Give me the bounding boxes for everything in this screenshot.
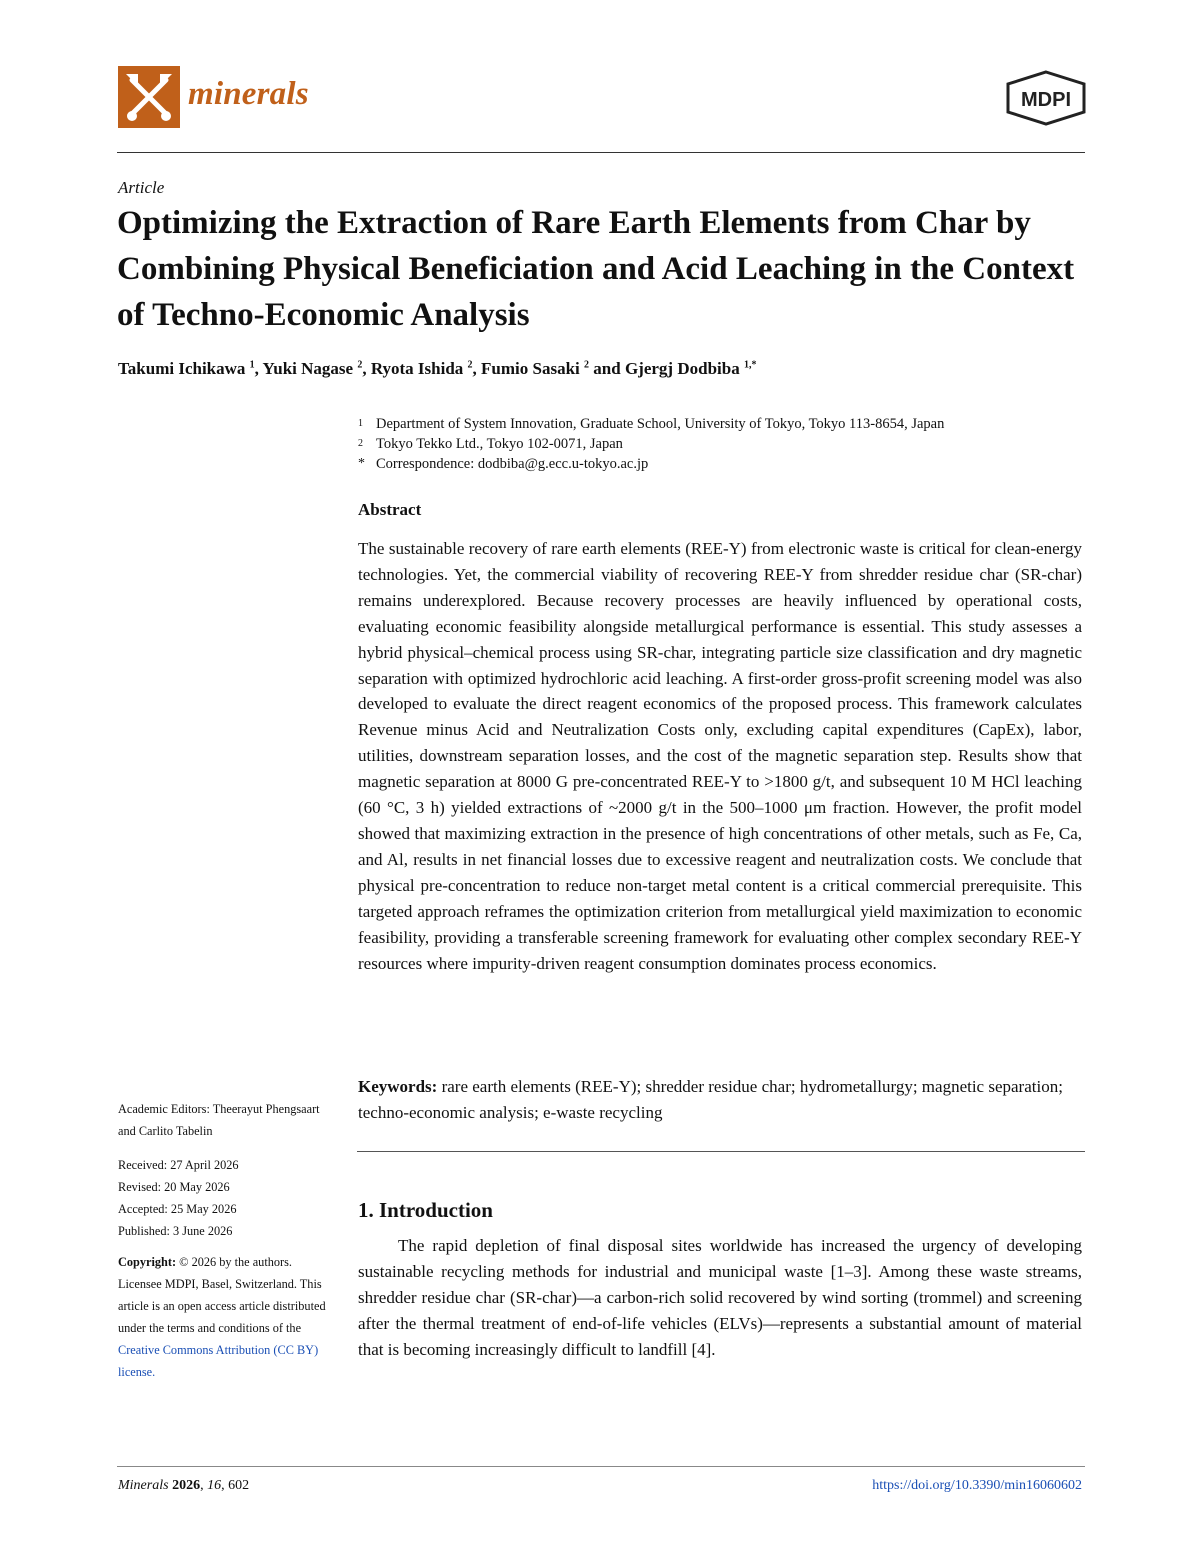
accepted-date: Accepted: 25 May 2026: [118, 1202, 237, 1216]
publication-dates: [118, 1154, 338, 1242]
article-title: Optimizing the Extraction of Rare Earth Elements from Char by Combining Physical Beneficiation and Acid Leaching in the Context of Techno-Economic Analysis: [117, 205, 1075, 333]
affiliation-text: Tokyo Tekko Ltd., Tokyo 102-0071, Japan: [376, 436, 623, 452]
published-date: Published: 3 June 2026: [118, 1224, 233, 1238]
mdpi-logo-text: MDPI: [1021, 89, 1071, 111]
academic-editors: Academic Editors: Theerayut Phengsaart and Carlito Tabelin: [118, 1102, 320, 1138]
mdpi-logo-icon: [1004, 70, 1088, 126]
author-affiliation-mark: 2: [357, 359, 363, 371]
abstract-text: The sustainable recovery of rare earth elements (REE-Y) from electronic waste is critical for clean-energy technologies. Yet, the commercial viability of recovering REE-Y from shredder residue char (SR-char) remains underexplored. Because recovery processes are heavily influenced by operational costs, evaluating economic feasibility alongside metallurgical performance is essential. This study assesses a hybrid physical–chemical process using SR-char, integrating particle size classification and dry magnetic separation with optimized hydrochloric acid leaching. A first-order gross-profit screening model was also developed to evaluate the direct reagent economics of the proposed process. This framework calculates Revenue minus Acid and Neutralization Costs only, excluding capital expenditures (CapEx), labor, utilities, downstream separation losses, and the cost of the magnetic separation step. Results show that magnetic separation at 8000 G pre-concentrated REE-Y to >1800 g/t, and subsequent 10 M HCl leaching (60 °C, 3 h) yielded extractions of ~2000 g/t in the 500–1000 μm fraction. However, the profit model showed that maximizing extraction in the presence of high concentrations of other metals, such as Fe, Ca, and Al, results in net financial losses due to excessive reagent and neutralization costs. We conclude that physical pre-concentration to reduce non-target metal content is a critical commercial prerequisite. This targeted approach reframes the optimization criterion from metallurgical yield maximization to economic feasibility, providing a transferable screening framework for evaluating other complex secondary REE-Y resources where impurity-driven reagent consumption dominates process economics.: [358, 539, 1082, 973]
author-name: Takumi Ichikawa: [118, 359, 246, 378]
copyright-label: Copyright:: [118, 1255, 177, 1269]
author-affiliation-mark: 1,*: [743, 359, 757, 371]
footer-journal: Minerals: [118, 1478, 169, 1493]
revised-date: Revised: 20 May 2026: [118, 1180, 230, 1194]
doi-link[interactable]: https://doi.org/10.3390/min16060602: [872, 1478, 1082, 1493]
copyright-notice: [118, 1251, 338, 1383]
author-affiliation-mark: 1: [249, 359, 255, 371]
keywords-label: Keywords:: [358, 1077, 438, 1096]
keywords-text: rare earth elements (REE-Y); shredder residue char; hydrometallurgy; magnetic separation; techno-economic analysis; e-waste recycling: [358, 1077, 1063, 1122]
abstract-heading: Abstract: [358, 500, 422, 519]
footer-volume: 16: [207, 1478, 222, 1493]
author-affiliation-mark: 2: [467, 359, 473, 371]
article-type: Article: [118, 178, 165, 197]
journal-name: minerals: [188, 76, 309, 112]
author-affiliation-mark: 2: [584, 359, 590, 371]
footer-citation: Minerals 2026, 16, 602: [118, 1478, 250, 1493]
author-name: Gjergj Dodbiba: [624, 359, 740, 378]
author-list: Takumi Ichikawa $^1$, Yuki Nagase $^2$, Ryota Ishida $^2$, Fumio Sasaki $^2$ and Gjergj Dodbiba $^{1,*}$: [118, 359, 757, 378]
header-divider: [117, 152, 1085, 153]
affiliation-text: Department of System Innovation, Graduate School, University of Tokyo, Tokyo 113-8654, Japan: [376, 416, 945, 432]
author-name: Fumio Sasaki: [481, 359, 580, 378]
footer-year: 2026: [172, 1478, 201, 1493]
author-name: Yuki Nagase: [262, 359, 354, 378]
received-date: Received: 27 April 2026: [118, 1158, 239, 1172]
journal-logo-icon: [118, 66, 180, 128]
footer-article-number: 602: [228, 1478, 250, 1493]
correspondence-text: Correspondence: dodbiba@g.ecc.u-tokyo.ac.jp: [376, 456, 649, 472]
license-link[interactable]: Creative Commons Attribution (CC BY) license.: [118, 1343, 319, 1379]
abstract-divider: [357, 1151, 1085, 1152]
author-name: Ryota Ishida: [370, 359, 464, 378]
keywords: [358, 1074, 1082, 1126]
correspondence-mark: *: [358, 456, 365, 471]
copyright-text: © 2026 by the authors. Licensee MDPI, Basel, Switzerland. This article is an open access article distributed under the terms and conditions of the: [118, 1255, 326, 1335]
introduction-text: The rapid depletion of final disposal sites worldwide has increased the urgency of developing sustainable recycling methods for industrial and municipal waste [1–3]. Among these waste streams, shredder residue char (SR-char)—a carbon-rich solid recovered by wind sorting (trommel) and screening after the thermal treatment of end-of-life vehicles (ELVs)—represents a substantial amount of material that is becoming increasingly difficult to landfill [4].: [358, 1236, 1082, 1359]
affiliation-mark: 1: [358, 418, 363, 429]
affiliation-mark: 2: [358, 438, 363, 449]
section-heading: 1. Introduction: [358, 1198, 493, 1222]
footer-divider: [117, 1466, 1085, 1467]
